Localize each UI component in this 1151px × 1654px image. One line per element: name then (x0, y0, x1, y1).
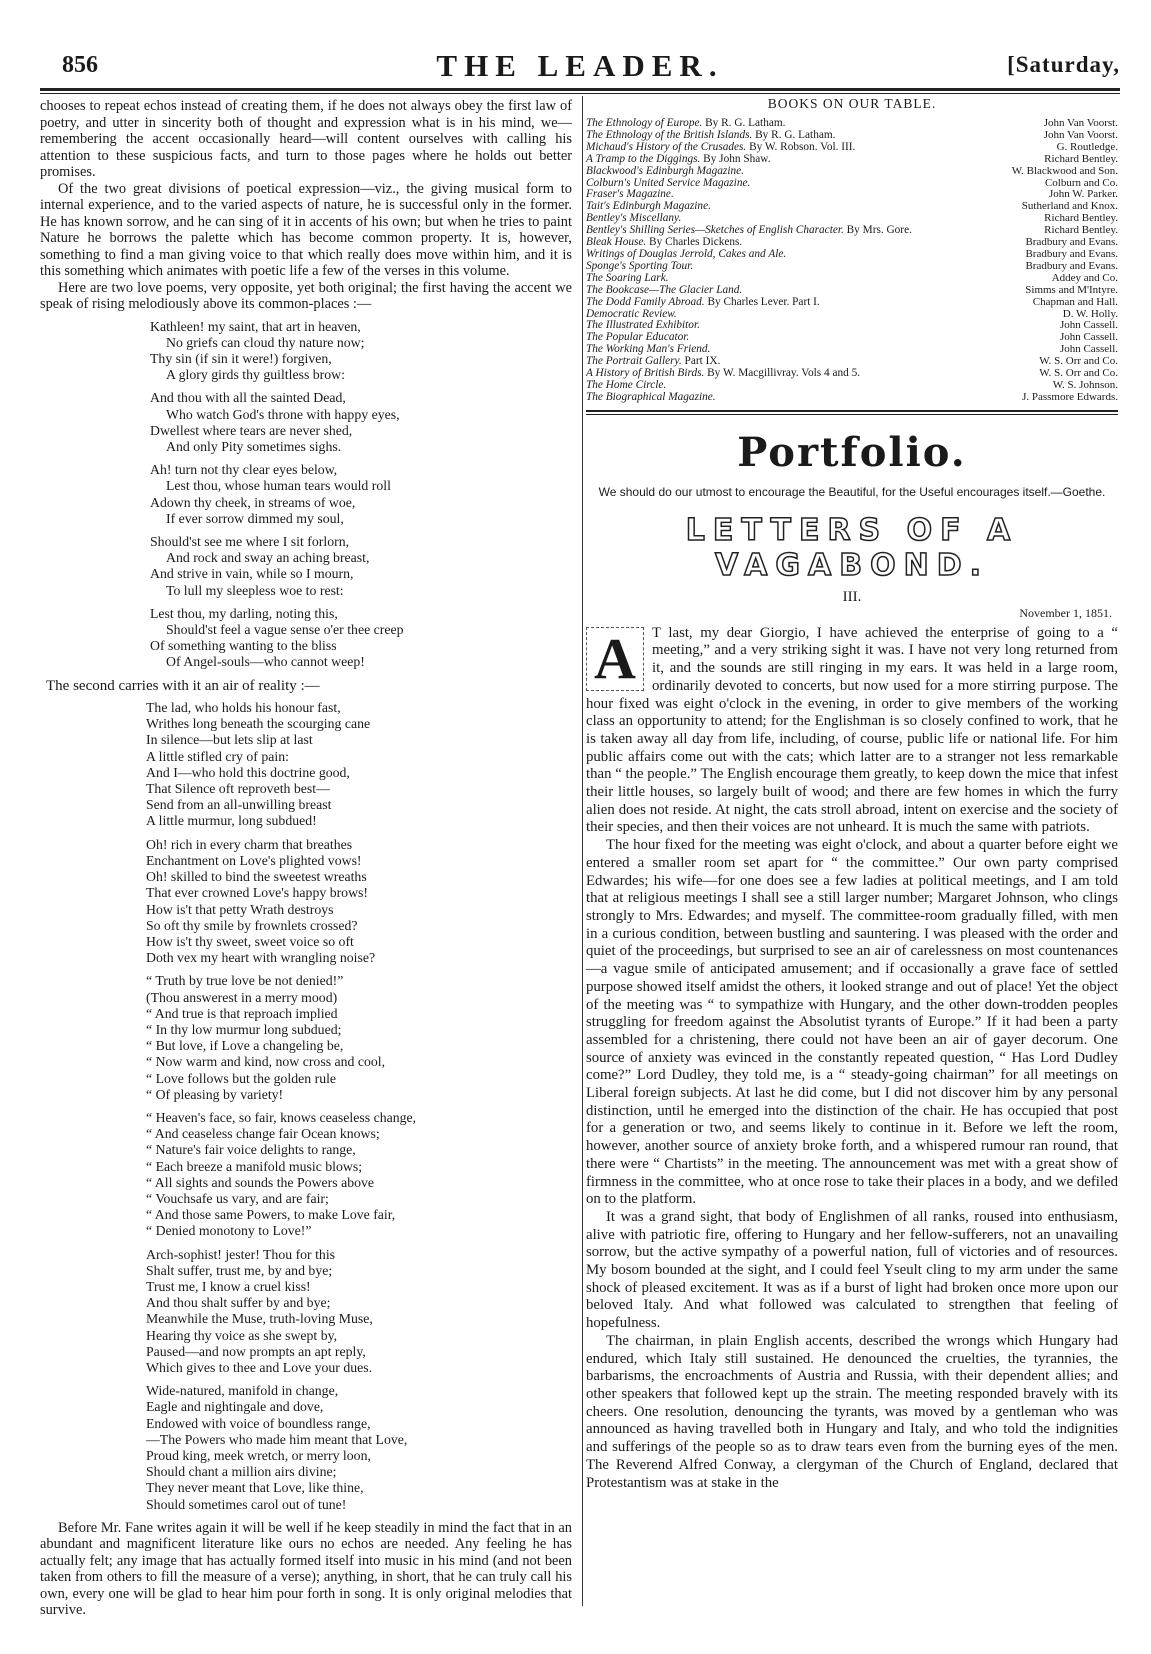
poem-line: Paused—and now prompts an apt reply, (146, 1343, 366, 1359)
book-author: By Charles Lever. Part I. (704, 295, 820, 308)
left-column (40, 98, 572, 1619)
poem-line: Lest thou, my darling, noting this, (150, 605, 338, 621)
poem-line: “ Nature's fair voice delights to range, (146, 1142, 356, 1158)
poem-line: And thou shalt suffer by and bye; (146, 1295, 331, 1311)
running-head (40, 48, 1120, 88)
book-publisher: John Cassell. (1059, 331, 1118, 344)
poem-line: That ever crowned Love's happy brows! (146, 885, 369, 901)
poem-line: Adown thy cheek, in streams of woe, (150, 494, 356, 510)
poem-line: Oh! rich in every charm that breathes (146, 836, 353, 852)
book-title-text: Bentley's Miscellany. (586, 212, 682, 225)
poem-line: Of Angel-souls—who cannot weep! (166, 654, 365, 670)
book-publisher: W. Blackwood and Son. (1011, 164, 1118, 177)
book-publisher: Richard Bentley. (1044, 224, 1118, 237)
poem-line: Oh! skilled to bind the sweetest wreaths (146, 869, 367, 885)
poem-line: In silence—but lets slip at last (146, 732, 313, 748)
review-paragraph-two-poems: Here are two love poems, very opposite, yet both original; the first having the accent we speak of rising melodiously above its common-places :— (40, 279, 572, 312)
poem-line: “ Denied monotony to Love!” (146, 1223, 312, 1239)
portfolio-heading: Portfolio. (737, 428, 967, 476)
poem-line: Doth vex my heart with wrangling noise? (146, 950, 376, 966)
poem-line: “ Truth by true love be not denied!” (146, 973, 344, 989)
book-title-text: The Soaring Lark. (586, 271, 669, 284)
poem-line: A glory girds thy guiltless brow: (166, 367, 345, 383)
book-publisher: D. W. Holly. (1062, 307, 1118, 320)
article-paragraph-1 (586, 625, 1118, 837)
portfolio-motto: We should do our utmost to encourage the Beautiful, for the Useful encourages itself.—Goethe. (598, 484, 1106, 499)
book-title-text: Fraser's Magazine. (586, 188, 674, 201)
poem-line: They never meant that Love, like thine, (146, 1480, 364, 1496)
poem-line: “ And true is that reproach implied (146, 1005, 338, 1021)
poem-stanza (40, 1110, 572, 1240)
book-title-text: The Illustrated Exhibitor. (586, 319, 700, 332)
books-rule-thin (586, 414, 1118, 415)
second-poem-intro: The second carries with it an air of reality :— (46, 677, 320, 694)
poem-stanza (40, 606, 572, 671)
poem-stanza (40, 1247, 572, 1377)
poem-stanza (40, 319, 572, 384)
review-paragraph-divisions: Of the two great divisions of poetical expression—viz., the giving musical form to internal experience, and to the varied aspects of nature, he is successful only in the former. He has known sorrow, and he can sing of it in accents of his own; but when he tries to paint Nature he borrows the palette which has become common property. It is, however, something to find a man giving voice to that which really does move within him, and it is this something which animates with poetic life a few of the verses in this volume. (40, 180, 572, 279)
poem-line: “ Love follows but the golden rule (146, 1070, 337, 1086)
book-publisher: Colburn and Co. (1044, 176, 1118, 189)
books-rule-thick (586, 410, 1118, 412)
poem-line: Lest thou, whose human tears would roll (166, 478, 391, 494)
poem-line: Should'st feel a vague sense o'er thee creep (166, 621, 404, 637)
poem-line: How is't that petty Wrath destroys (146, 901, 334, 917)
book-publisher: Simms and M'Intyre. (1025, 283, 1118, 296)
poem-line: The lad, who holds his honour fast, (146, 700, 341, 716)
poem-line: No griefs can cloud thy nature now; (166, 334, 365, 350)
book-publisher: Richard Bentley. (1044, 152, 1118, 165)
book-publisher: Bradbury and Evans. (1025, 259, 1118, 272)
poem-line: “ Of pleasing by variety! (146, 1086, 284, 1102)
book-publisher: John Van Voorst. (1043, 117, 1118, 129)
book-title-text: Bentley's Shilling Series—Sketches of English Character. (586, 224, 844, 237)
right-column (586, 96, 1118, 1492)
poem-line: “ All sights and sounds the Powers above (146, 1174, 375, 1190)
book-title-text: Tait's Edinburgh Magazine. (586, 200, 711, 213)
poem-line: So oft thy smile by frownlets crossed? (146, 917, 358, 933)
drop-cap: A (586, 627, 644, 691)
article-paragraph-4: The chairman, in plain English accents, described the wrongs which Hungary had endured, which Italy still sustained. He denounced the cruelties, the tyrannies, the barbarisms, the encroachments of Austria and Russia, with their dependent allies; and other speakers that followed kept up the strain. The meeting responded bravely with its cheers. One resolution, denouncing the tyrants, was moved by a gentleman who was announced as having travelled both in Hungary and Italy, and who told the indignities and sufferings of the people so as to draw tears even from the burning eyes of the men. The Reverend Alfred Conway, a clergyman of the Church of England, declared that Protestantism was at stake in the (586, 1332, 1118, 1491)
poem-line: Proud king, meek wretch, or merry loon, (146, 1448, 371, 1463)
poem-line: “ And ceaseless change fair Ocean knows; (146, 1126, 380, 1142)
poem-line: If ever sorrow dimmed my soul, (166, 510, 344, 526)
poem-line: How is't thy sweet, sweet voice so oft (146, 933, 354, 949)
poem-stanza (40, 700, 572, 830)
poem-lad (40, 700, 572, 1513)
book-publisher: Chapman and Hall. (1032, 295, 1118, 308)
book-publisher: W. S. Johnson. (1052, 378, 1118, 391)
poem-line: “ Vouchsafe us vary, and are fair; (146, 1190, 329, 1206)
book-publisher: Sutherland and Knox. (1021, 200, 1118, 213)
book-publisher: John W. Parker. (1048, 188, 1118, 201)
poem-line: And I—who hold this doctrine good, (146, 764, 350, 780)
book-title-text: Writings of Douglas Jerrold, Cakes and Ale. (586, 247, 787, 260)
poem-line: “ But love, if Love a changeling be, (146, 1038, 344, 1054)
page-number: 856 (62, 52, 98, 78)
book-title-text: The Dodd Family Abroad. (586, 295, 705, 308)
book-title-text: A Tramp to the Diggings. (586, 152, 701, 165)
book-publisher: John Cassell. (1059, 319, 1118, 332)
poem-line: Who watch God's throne with happy eyes, (166, 406, 400, 422)
book-publisher: John Cassell. (1059, 343, 1118, 356)
poem-stanza (40, 462, 572, 527)
poem-line: Which gives to thee and Love your dues. (146, 1359, 373, 1375)
poem-line: Eagle and nightingale and dove, (146, 1399, 324, 1415)
poem-stanza (40, 390, 572, 455)
poem-line: (Thou answerest in a merry mood) (146, 989, 338, 1005)
header-rule-thick (40, 88, 1120, 91)
poem-line: To lull my sleepless woe to rest: (166, 582, 344, 598)
poem-line: Should chant a million airs divine; (146, 1464, 337, 1480)
book-publisher: J. Passmore Edwards. (1022, 390, 1118, 403)
book-publisher: Addey and Co. (1051, 271, 1118, 284)
masthead-title: THE LEADER. (436, 48, 724, 83)
article-paragraph-1-text: T last, my dear Giorgio, I have achieved the enterprise of going to a “ meeting,” and a very striking sight it was. I have not very long returned from it, and the sounds are still ringing in my ears. It was held in a large room, ordinarily devoted to concerts, but now used for a more stirring purpose. The hour fixed was eight o'clock in the evening, in order to give members of the working class an opportunity to attend; for the Englishman is so closely confined to work, that he is taken away all day from life, including, of course, public life or national life. For him public affairs come out with the cats; which latter are to a stranger not less remarkable than “ the people.” The English encourage them greatly, to keep down the mice that infest their little houses, so largely built of wood; and there are few homes in which the furry alien does not reside. At night, the cats stroll abroad, intent on exercise and the society of their species, and then their voices are not unheard. It is much the same with patriots. (586, 624, 1118, 836)
book-title-text: The Ethnology of the British Islands. (586, 128, 753, 141)
book-author: By John Shaw. (700, 152, 771, 165)
book-title-text: Democratic Review. (586, 307, 677, 320)
book-title-text: Colburn's United Service Magazine. (586, 176, 751, 189)
article-number: III. (842, 588, 862, 605)
poem-line: “ In thy low murmur long subdued; (146, 1021, 342, 1037)
poem-line: “ Heaven's face, so fair, knows ceaseless change, (146, 1109, 417, 1125)
book-publisher: Richard Bentley. (1044, 212, 1118, 225)
article-date: November 1, 1851. (1019, 605, 1112, 620)
poem-line: Enchantment on Love's plighted vows! (146, 852, 362, 868)
book-title-text: Michaud's History of the Crusades. (586, 140, 747, 153)
header-rule-thin (40, 93, 1120, 94)
poem-line: That Silence oft reproveth best— (146, 781, 330, 797)
poem-line: —The Powers who made him meant that Love, (146, 1431, 408, 1447)
poem-line: Ah! turn not thy clear eyes below, (150, 462, 338, 478)
book-author: Part IX. (681, 355, 721, 368)
poem-stanza (40, 534, 572, 599)
poem-line: Dwellest where tears are never shed, (150, 422, 353, 438)
book-title-text: The Biographical Magazine. (586, 390, 716, 403)
book-title-text: Sponge's Sporting Tour. (586, 259, 694, 272)
book-title-text: The Home Circle. (586, 378, 667, 391)
poem-line: Shalt suffer, trust me, by and bye; (146, 1262, 333, 1278)
poem-line: Should sometimes carol out of tune! (146, 1496, 347, 1512)
poem-line: Endowed with voice of boundless range, (146, 1415, 371, 1431)
poem-stanza (40, 973, 572, 1103)
book-title-text: The Portrait Gallery. (586, 355, 682, 368)
review-closing-paragraph: Before Mr. Fane writes again it will be well if he keep steadily in mind the fact that in an abundant and magnificent literature like ours no echos are needed. Any feeling he has actually felt; any image that has actually formed itself into music in his mind (and not been taken from others to fill the measure of a verse); anything, in short, that he can truly call his own, every one will be glad to hear him pour forth in song. It is only original melodies that survive. (40, 1519, 572, 1619)
poem-line: And thou with all the sainted Dead, (150, 390, 346, 406)
article-paragraph-3: It was a grand sight, that body of Englishmen of all ranks, roused into enthusiasm, alive with patriotic fire, offering to Hungary and her fellow-sufferers, not an unavailing sorrow, but the active sympathy of a powerful nation, full of victories and of resources. My bosom bounded at the sight, and I could feel Yseult cling to my arm under the same shock of pleased excitement. It was as if a burst of light had broken once more upon our beloved Italy. And what followed was calculated to strengthen that feeling of hopefulness. (586, 1208, 1118, 1332)
poem-line: And only Pity sometimes sighs. (166, 438, 342, 454)
book-entry (586, 392, 1118, 404)
poem-line: Trust me, I know a cruel kiss! (146, 1278, 311, 1294)
poem-line: Thy sin (if sin it were!) forgiven, (150, 350, 332, 366)
poem-line: Writhes long beneath the scourging cane (146, 716, 371, 732)
book-title-text: The Working Man's Friend. (586, 343, 711, 356)
book-author: By Charles Dickens. (646, 236, 743, 249)
poem-line: A little murmur, long subdued! (146, 813, 317, 829)
book-title-text: The Popular Educator. (586, 331, 690, 344)
books-list (586, 118, 1118, 404)
article-paragraph-2: The hour fixed for the meeting was eight o'clock, and about a quarter before eight we entered a smaller room set apart for “ the committee.” Our own party comprised Edwardes; his wife—for one does see a few ladies at political meetings, and I am told that at religious meetings I shall see a still larger number; Margaret Johnson, who clings strongly to Mrs. Edwardes; and myself. The committee-room gradually filled, with men in a curious condition, between bustling and sauntering. I was pleased with the order and quiet of the proceedings, but surprised to see an air of carelessness on most countenances—a vague smile of anticipated amusement; and if occasionally a grave face of settled purpose showed itself amidst the others, it looked strange and out of place! Yet the object of the meeting was “ to sympathize with Hungary, and the other down-trodden peoples struggling for freedom against the Absolutist tyrants of Europe.” If it had been a party assembled for a christening, there could not have been an air of gayer decorum. One source of anxiety was evinced in the constantly repeated question, “ Has Lord Dudley come?” Lord Dudley, they told me, is a “ steady-going chairman” for all meetings on Liberal foreign subjects. At last he did come, but I did not discover him by any personal distinction, until he emerged into the distinction of the chair. He has occupied that post for a generation or two, and seems likely to continue in it. Before we left the room, however, another source of anxiety broke forth, and a whispered rumour ran round, that there were “ Chartists” in the meeting. The announcement was met with a great show of firmness in the committee, who at once rose to take their places in a body, and we defiled on to the platform. (586, 837, 1118, 1208)
book-publisher: W. S. Orr and Co. (1039, 367, 1118, 380)
poem-stanza (40, 837, 572, 967)
article-body (586, 625, 1118, 1492)
book-publisher: Bradbury and Evans. (1025, 247, 1118, 260)
poem-line: Meanwhile the Muse, truth-loving Muse, (146, 1311, 373, 1327)
book-publisher: W. S. Orr and Co. (1039, 355, 1118, 368)
book-title-text: The Bookcase—The Glacier Land. (586, 283, 743, 296)
poem-line: And strive in vain, while so I mourn, (150, 566, 354, 582)
article-title: LETTERS OF A VAGABOND. (685, 512, 1019, 583)
book-author: By Mrs. Gore. (843, 224, 912, 237)
books-heading: BOOKS ON OUR TABLE. (767, 96, 937, 111)
poem-line: “ Each breeze a manifold music blows; (146, 1158, 363, 1174)
poem-line: And rock and sway an aching breast, (166, 550, 370, 566)
poem-line: Send from an all-unwilling breast (146, 797, 332, 813)
book-publisher: Bradbury and Evans. (1025, 236, 1118, 249)
book-title-text: The Ethnology of Europe. (586, 117, 703, 129)
poem-line: “ Now warm and kind, now cross and cool, (146, 1054, 386, 1070)
poem-line: Kathleen! my saint, that art in heaven, (150, 318, 361, 334)
book-publisher: John Van Voorst. (1043, 128, 1118, 141)
book-title-text: Blackwood's Edinburgh Magazine. (586, 164, 744, 177)
poem-line: Should'st see me where I sit forlorn, (150, 533, 350, 549)
book-title (586, 392, 716, 404)
poem-kathleen (40, 319, 572, 671)
book-author: By R. G. Latham. (752, 128, 836, 141)
poem-line: A little stifled cry of pain: (146, 748, 289, 764)
book-title-text: A History of British Birds. (586, 367, 705, 380)
book-publisher: G. Routledge. (1056, 140, 1118, 153)
poem-line: Hearing thy voice as she swept by, (146, 1327, 338, 1343)
poem-line: Of something wanting to the bliss (150, 638, 337, 654)
book-title-text: Bleak House. (586, 236, 647, 249)
poem-line: Wide-natured, manifold in change, (146, 1383, 339, 1399)
book-author: By R. G. Latham. (702, 117, 786, 129)
book-author: By W. Robson. Vol. III. (746, 140, 856, 153)
poem-line: Arch-sophist! jester! Thou for this (146, 1246, 336, 1262)
book-author: By W. Macgillivray. Vols 4 and 5. (704, 367, 861, 380)
poem-stanza (40, 1383, 572, 1513)
column-divider (582, 96, 583, 1606)
issue-day: [Saturday, (1007, 52, 1120, 77)
poem-line: “ And those same Powers, to make Love fair, (146, 1207, 396, 1223)
review-intro-paragraph: chooses to repeat echos instead of creating them, if he does not always obey the first law of poetry, and utter in sincerity both of thought and expression what is in his mind, we—remembering the accent occasionally heard—will content ourselves with calling his attention to these suspicious facts, and turn to those pages where he holds out better promises. (40, 98, 572, 180)
